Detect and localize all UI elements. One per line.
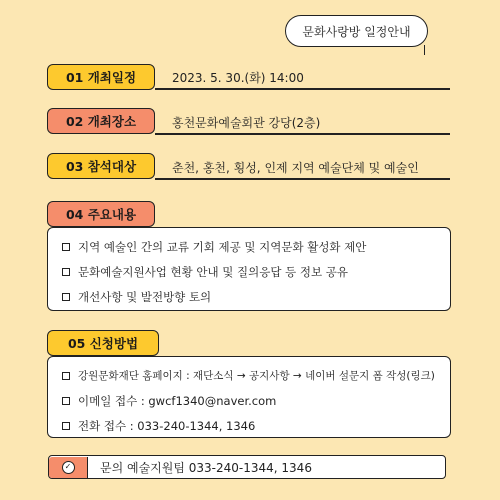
apply-card xyxy=(47,356,451,438)
attendees-underline xyxy=(155,178,450,180)
venue-value: 홍천문화예술회관 강당(2층) xyxy=(172,116,321,130)
section-label-schedule-text: 01 개최일정 xyxy=(65,70,137,85)
checkbox-square-icon xyxy=(62,268,70,276)
list-item-text: 전화 접수 : 033-240-1344, 1346 xyxy=(78,418,256,433)
content-card xyxy=(47,227,451,311)
contact-text: 문의 예술지원팀 033-240-1344, 1346 xyxy=(100,460,312,475)
bubble-tail xyxy=(410,45,425,55)
check-circle-icon: ✓ xyxy=(62,461,75,474)
list-item xyxy=(62,363,436,388)
list-item xyxy=(62,388,436,413)
section-label-apply-text: 05 신청방법 xyxy=(67,336,139,351)
checkbox-square-icon xyxy=(62,372,70,380)
checkbox-square-icon xyxy=(62,243,70,251)
section-label-venue xyxy=(47,108,155,134)
schedule-value: 2023. 5. 30.(화) 14:00 xyxy=(172,71,304,85)
check-badge xyxy=(49,457,88,478)
list-item xyxy=(62,234,436,259)
section-label-apply xyxy=(47,330,159,356)
section-label-schedule xyxy=(47,64,155,90)
section-label-attendees xyxy=(47,153,155,179)
list-item-text: 개선사항 및 발전방향 토의 xyxy=(78,289,212,304)
venue-underline xyxy=(155,133,450,135)
section-label-content xyxy=(47,201,155,227)
schedule-underline xyxy=(155,88,450,90)
bubble-title: 문화사랑방 일정안내 xyxy=(302,24,411,39)
schedule-bubble xyxy=(285,15,428,47)
attendees-value: 춘천, 홍천, 횡성, 인제 지역 예술단체 및 예술인 xyxy=(172,161,419,175)
checkbox-square-icon xyxy=(62,293,70,301)
section-label-content-text: 04 주요내용 xyxy=(65,207,137,222)
list-item-text: 강원문화재단 홈페이지 : 재단소식 → 공지사항 → 네이버 설문지 폼 작성(링크) xyxy=(78,370,435,382)
list-item xyxy=(62,284,436,309)
list-item xyxy=(62,259,436,284)
list-item-text: 지역 예술인 간의 교류 기회 제공 및 지역문화 활성화 제안 xyxy=(78,239,367,254)
checkbox-square-icon xyxy=(62,422,70,430)
list-item-text: 이메일 접수 : gwcf1340@naver.com xyxy=(78,393,277,408)
contact-bar xyxy=(48,455,446,479)
list-item-text: 문화예술지원사업 현황 안내 및 질의응답 등 정보 공유 xyxy=(78,264,348,279)
section-label-attendees-text: 03 참석대상 xyxy=(65,159,137,174)
list-item xyxy=(62,413,436,438)
section-label-venue-text: 02 개최장소 xyxy=(65,114,137,129)
checkbox-square-icon xyxy=(62,397,70,405)
